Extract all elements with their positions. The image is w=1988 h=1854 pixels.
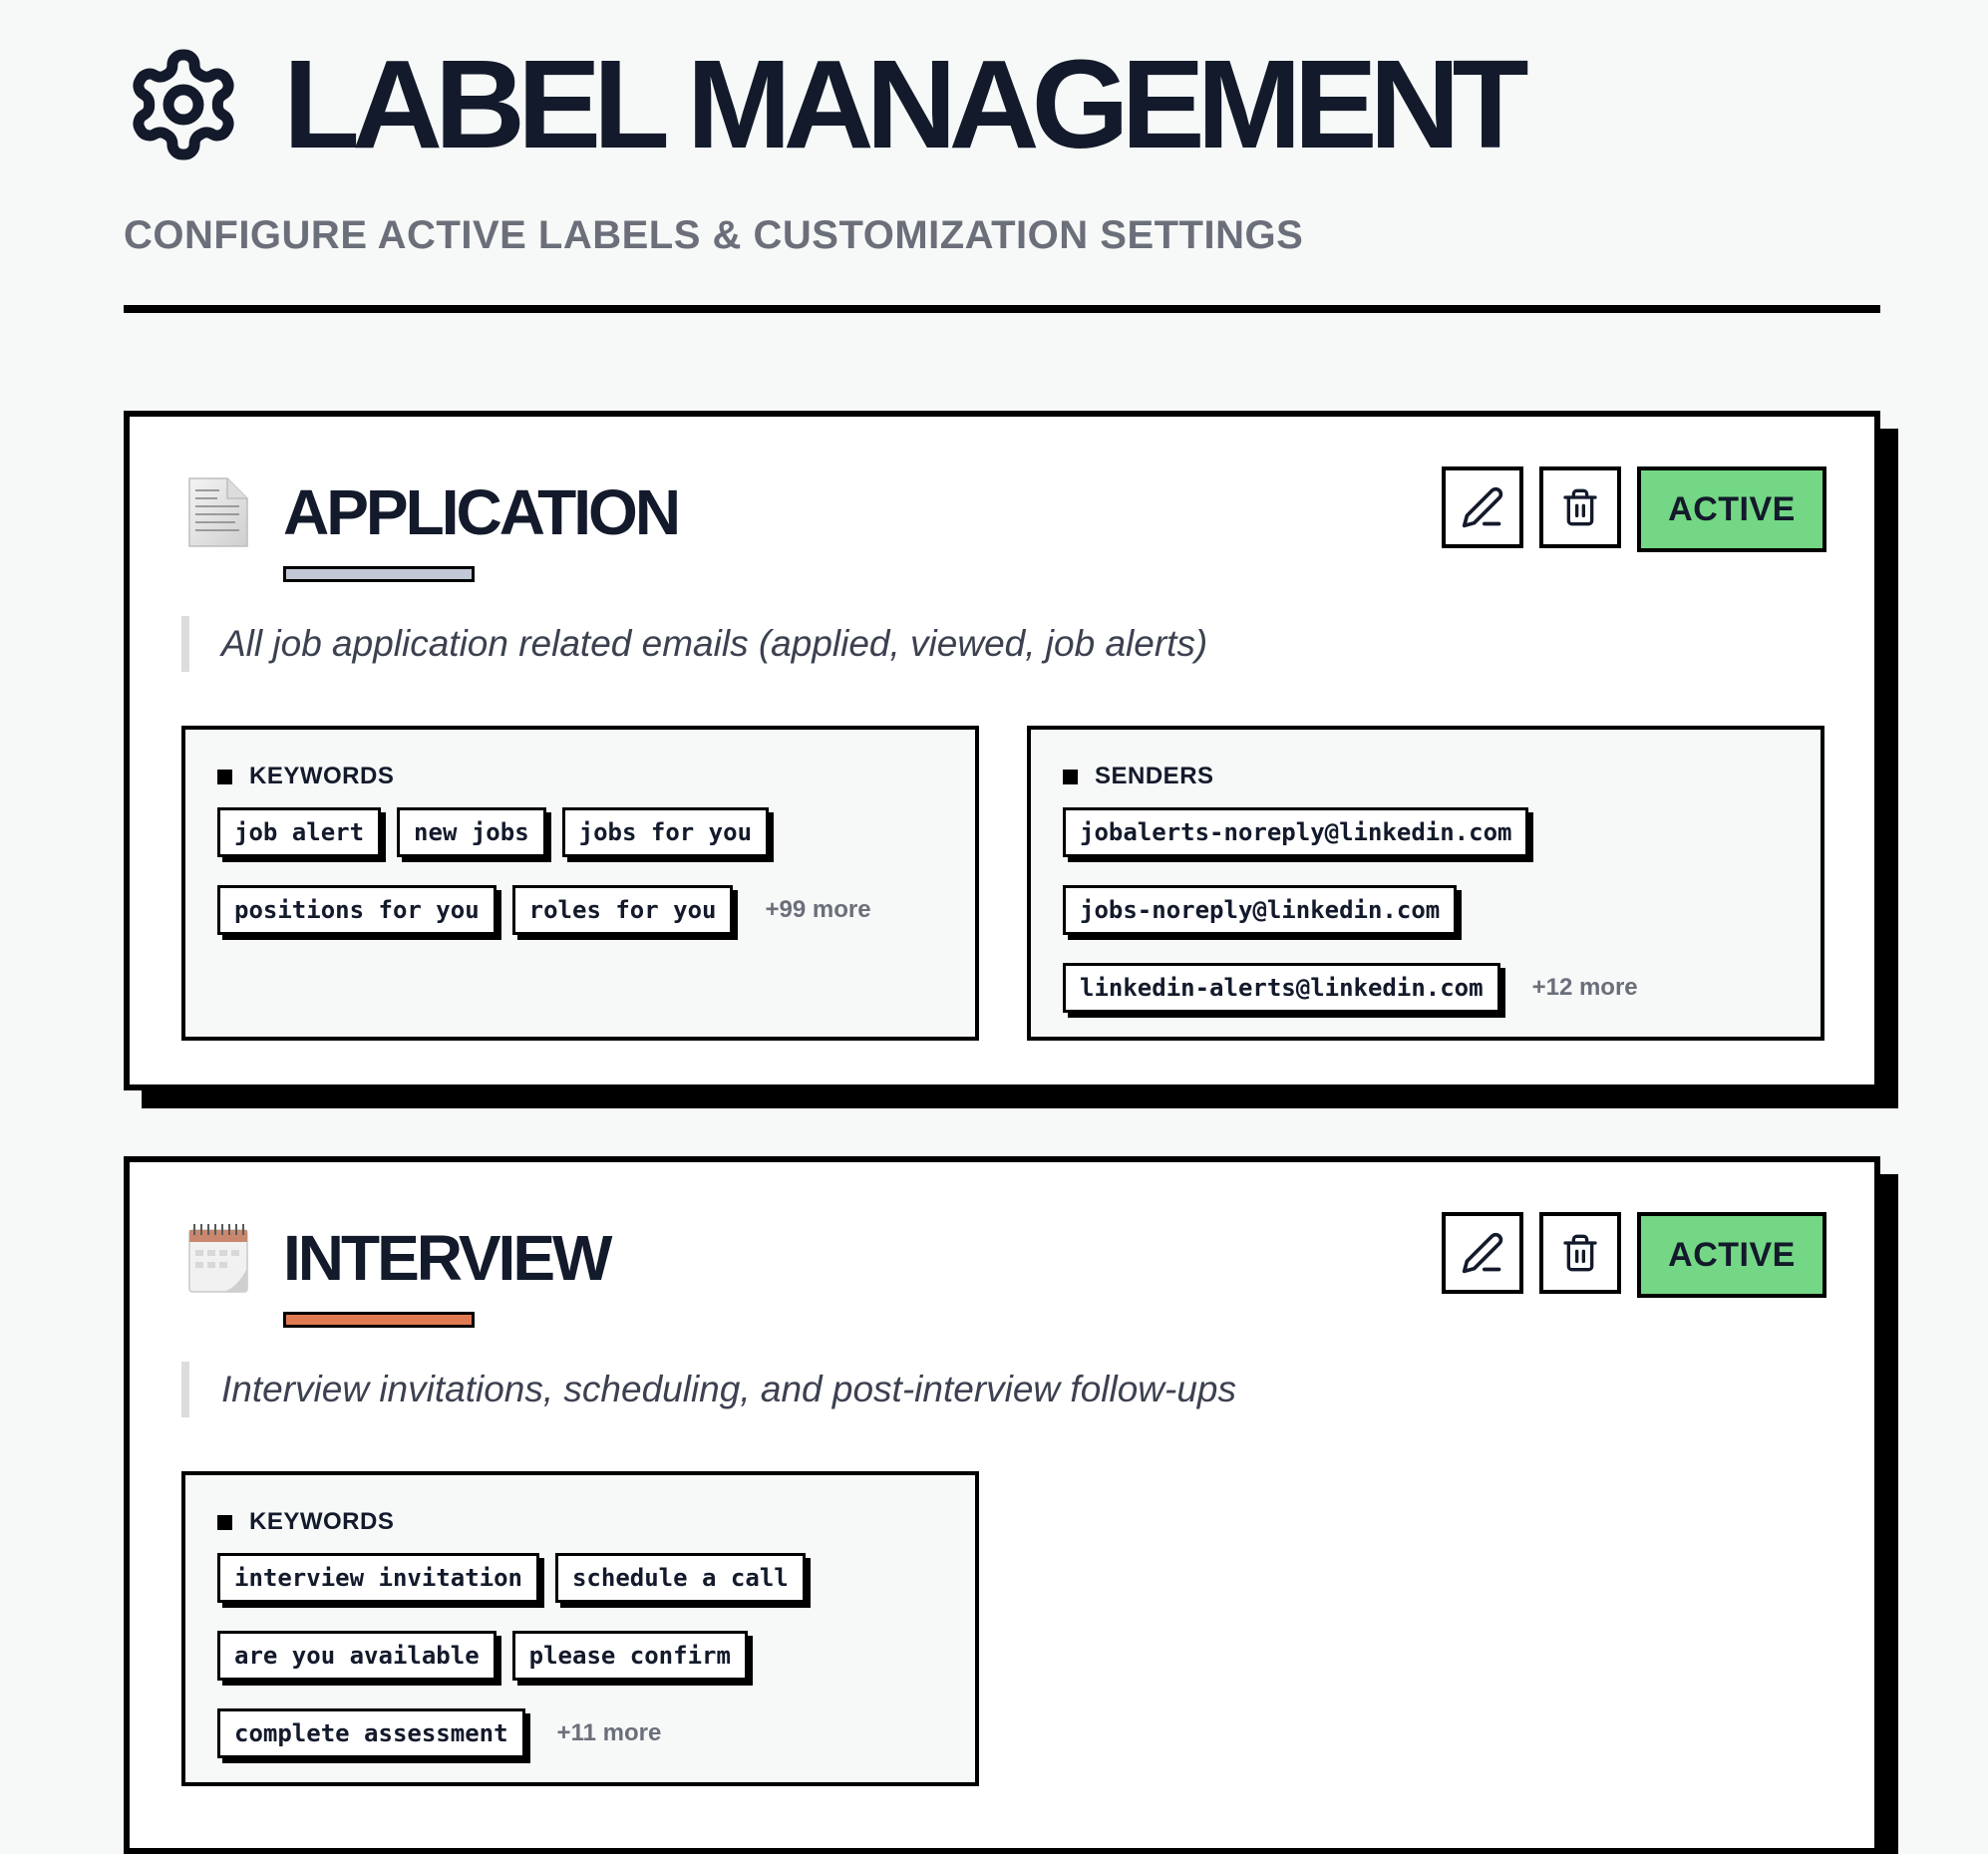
- keyword-chip[interactable]: job alert: [217, 807, 381, 857]
- panel-title: [217, 1507, 943, 1537]
- more-keywords-link[interactable]: +11 more: [556, 1719, 662, 1746]
- more-keywords-link[interactable]: +99 more: [765, 896, 871, 923]
- keywords-panel: [181, 726, 979, 1041]
- trash-icon: [1560, 487, 1600, 527]
- square-bullet-icon: [217, 1515, 232, 1530]
- edit-button[interactable]: [1442, 1212, 1523, 1294]
- calendar-emoji-icon: [187, 1222, 249, 1294]
- keyword-chip[interactable]: new jobs: [397, 807, 546, 857]
- label-card-interview: [124, 1156, 1880, 1854]
- card-actions: [1442, 1212, 1826, 1298]
- keyword-chip[interactable]: are you available: [217, 1631, 497, 1681]
- senders-panel: [1027, 726, 1824, 1041]
- page-header: [124, 34, 1880, 258]
- gear-icon: [124, 45, 243, 164]
- label-name: INTERVIEW: [283, 1222, 610, 1294]
- label-color-bar: [283, 1312, 475, 1328]
- keyword-chips: [217, 807, 943, 935]
- label-name: APPLICATION: [283, 476, 679, 548]
- keyword-chip[interactable]: roles for you: [512, 885, 734, 935]
- sender-chips: [1063, 807, 1789, 1013]
- keyword-chip[interactable]: jobs for you: [562, 807, 769, 857]
- label-description: All job application related emails (applied, viewed, job alerts): [181, 616, 1207, 672]
- title-row: [124, 34, 1880, 174]
- label-card-application: [124, 411, 1880, 1090]
- panel-title: [1063, 762, 1789, 791]
- keyword-chip[interactable]: interview invitation: [217, 1553, 539, 1603]
- label-description: Interview invitations, scheduling, and post-interview follow-ups: [181, 1362, 1236, 1417]
- label-color-bar: [283, 566, 475, 582]
- square-bullet-icon: [217, 770, 232, 784]
- delete-button[interactable]: [1539, 1212, 1621, 1294]
- square-bullet-icon: [1063, 770, 1078, 784]
- panel-title-text: KEYWORDS: [249, 1508, 395, 1535]
- pencil-icon: [1461, 1231, 1504, 1275]
- card-header: [181, 466, 1826, 586]
- document-emoji-icon: [187, 476, 249, 548]
- keyword-chip[interactable]: positions for you: [217, 885, 497, 935]
- sender-chip[interactable]: jobs-noreply@linkedin.com: [1063, 885, 1457, 935]
- status-toggle[interactable]: ACTIVE: [1637, 1212, 1826, 1298]
- panel-title-text: KEYWORDS: [249, 763, 395, 789]
- keyword-chip[interactable]: please confirm: [512, 1631, 748, 1681]
- pencil-icon: [1461, 485, 1504, 529]
- page-title: LABEL MANAGEMENT: [283, 34, 1521, 174]
- sender-chip[interactable]: jobalerts-noreply@linkedin.com: [1063, 807, 1528, 857]
- card-header: [181, 1212, 1826, 1332]
- keyword-chip[interactable]: schedule a call: [555, 1553, 806, 1603]
- keyword-chips: [217, 1553, 943, 1758]
- panel-title: [217, 762, 943, 791]
- keywords-panel: [181, 1471, 979, 1786]
- trash-icon: [1560, 1233, 1600, 1273]
- more-senders-link[interactable]: +12 more: [1531, 974, 1638, 1001]
- sender-chip[interactable]: linkedin-alerts@linkedin.com: [1063, 963, 1500, 1013]
- delete-button[interactable]: [1539, 466, 1621, 548]
- header-divider: [124, 305, 1880, 313]
- edit-button[interactable]: [1442, 466, 1523, 548]
- keyword-chip[interactable]: complete assessment: [217, 1708, 525, 1758]
- status-toggle[interactable]: ACTIVE: [1637, 466, 1826, 552]
- panel-title-text: SENDERS: [1095, 763, 1214, 789]
- card-actions: [1442, 466, 1826, 552]
- page-subtitle: CONFIGURE ACTIVE LABELS & CUSTOMIZATION SETTINGS: [124, 213, 1304, 257]
